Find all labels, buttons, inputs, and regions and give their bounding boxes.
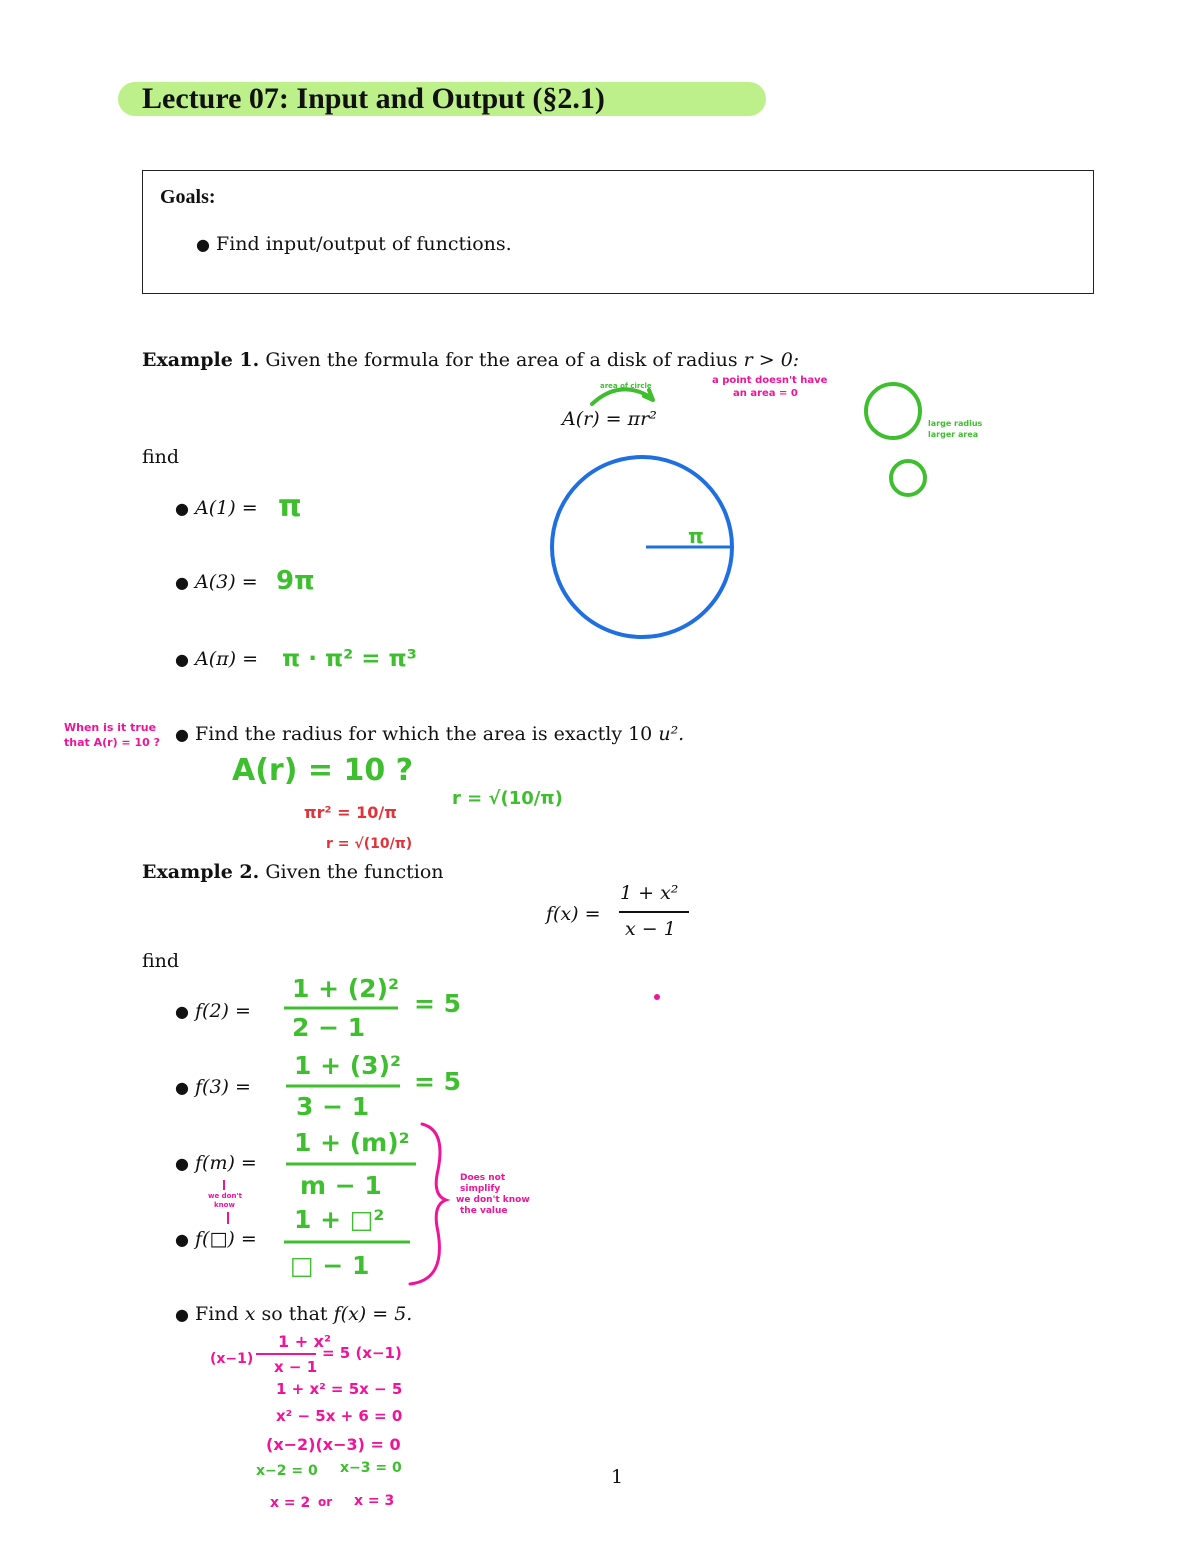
solution-line-2: 1 + x² = 5x − 5	[276, 1380, 403, 1398]
brace	[410, 1124, 446, 1284]
answer-a3: 9π	[276, 566, 315, 596]
page-number: 1	[611, 1466, 624, 1488]
solution-line-6a: x = 2	[270, 1495, 311, 1511]
goals-item: ● Find input/output of functions.	[196, 233, 512, 255]
example1-formula: A(r) = πr²	[562, 408, 657, 430]
arrow-note-1: we don't	[208, 1192, 242, 1200]
arrow-note-2: know	[214, 1201, 235, 1209]
answer-f2-num: 1 + (2)²	[292, 974, 399, 1003]
page-title: Lecture 07: Input and Output (§2.1)	[142, 82, 605, 115]
example2-find: find	[142, 950, 180, 972]
example2-last-var: x	[244, 1303, 256, 1325]
side-note-4: the value	[460, 1206, 508, 1216]
example2-item: ● f(m) =	[175, 1152, 257, 1174]
work-line-1: A(r) = 10 ?	[232, 753, 414, 788]
answer-a1: π	[278, 489, 302, 524]
work-line-3: r = √(10/π)	[452, 788, 563, 809]
example2-item: ● f(□) =	[175, 1228, 257, 1250]
example1-label: Example 1.	[142, 349, 260, 371]
point-note-2: an area = 0	[733, 388, 798, 399]
example2-item: ● f(3) =	[175, 1076, 251, 1098]
example1-item-text: A(1) =	[195, 497, 258, 519]
example1-item: ● A(3) =	[175, 571, 258, 593]
answer-f3-res: = 5	[414, 1067, 462, 1096]
answer-fbox-num: 1 + □²	[294, 1205, 385, 1234]
point-note-1: a point doesn't have	[712, 375, 828, 386]
solution-line-6c: x = 3	[354, 1493, 395, 1509]
example1-intro: Given the formula for the area of a disk of radius	[265, 349, 738, 371]
solution-line-3: x² − 5x + 6 = 0	[276, 1407, 403, 1425]
solution-line-5b: x−3 = 0	[340, 1460, 402, 1476]
answer-fbox-den: □ − 1	[290, 1251, 370, 1280]
example2-intro: Given the function	[265, 861, 444, 883]
question-note-1: When is it true	[64, 721, 157, 734]
solution-line-4: (x−2)(x−3) = 0	[266, 1435, 401, 1454]
answer-f2-res: = 5	[414, 989, 462, 1018]
solution-line-5a: x−2 = 0	[256, 1463, 318, 1479]
solution-rhs: = 5 (x−1)	[322, 1344, 402, 1362]
example2-formula-den: x − 1	[625, 918, 676, 940]
solution-line-6b: or	[318, 1495, 333, 1509]
radius-label: π	[688, 524, 704, 548]
example2-item: ● f(2) =	[175, 1000, 251, 1022]
solution-frac-num: 1 + x²	[278, 1332, 332, 1351]
small-circle	[891, 461, 925, 495]
side-note-1: Does not	[460, 1173, 506, 1183]
circle-note-1: large radius	[928, 419, 983, 428]
answer-api: π · π² = π³	[282, 646, 417, 672]
example2-item-text: f(□) =	[195, 1228, 257, 1250]
example1-item-text: A(3) =	[195, 571, 258, 593]
example1-item: ● Find the radius for which the area is exactly 10 u².	[175, 723, 685, 745]
work-line-2: πr² = 10/π	[304, 803, 397, 822]
example1-item: ● A(1) =	[175, 497, 258, 519]
goals-heading: Goals:	[160, 186, 216, 208]
solution-lhs: (x−1)	[210, 1351, 254, 1367]
example2-last-eq: f(x) = 5.	[333, 1303, 413, 1325]
example1-condition: r > 0:	[743, 349, 800, 371]
example2-label: Example 2.	[142, 861, 260, 883]
example2-item: ● Find x so that f(x) = 5.	[175, 1303, 413, 1325]
example1-item-text: A(π) =	[195, 648, 259, 670]
answer-fm-den: m − 1	[300, 1171, 382, 1200]
answer-fm-num: 1 + (m)²	[294, 1128, 410, 1157]
example1-find: find	[142, 446, 180, 468]
work-line-4: r = √(10/π)	[326, 836, 413, 852]
side-note-2: simplify	[460, 1184, 501, 1194]
ink-dot	[654, 994, 660, 1000]
goals-item-text: Find input/output of functions.	[216, 233, 512, 255]
example2-last-prefix: Find	[195, 1303, 239, 1325]
example2-last-mid: so that	[261, 1303, 328, 1325]
example2-formula-lhs: f(x) =	[546, 903, 601, 925]
answer-f3-num: 1 + (3)²	[294, 1051, 401, 1080]
circle-note-2: larger area	[928, 430, 979, 439]
example2-item-text: f(2) =	[195, 1000, 251, 1022]
question-note-2: that A(r) = 10 ?	[64, 736, 160, 749]
example2-formula-num: 1 + x²	[620, 882, 679, 904]
solution-frac-den: x − 1	[274, 1358, 318, 1376]
large-circle	[866, 384, 920, 438]
answer-f3-den: 3 − 1	[296, 1092, 370, 1121]
side-note-3: we don't know	[456, 1195, 530, 1205]
example1-item: ● A(π) =	[175, 648, 259, 670]
example2-item-text: f(m) =	[195, 1152, 257, 1174]
example1-last-item: Find the radius for which the area is exactly 10	[195, 723, 653, 745]
example1-last-unit: u².	[658, 723, 685, 745]
example2-item-text: f(3) =	[195, 1076, 251, 1098]
answer-f2-den: 2 − 1	[292, 1013, 366, 1042]
curve-note: area of circle	[600, 382, 652, 390]
